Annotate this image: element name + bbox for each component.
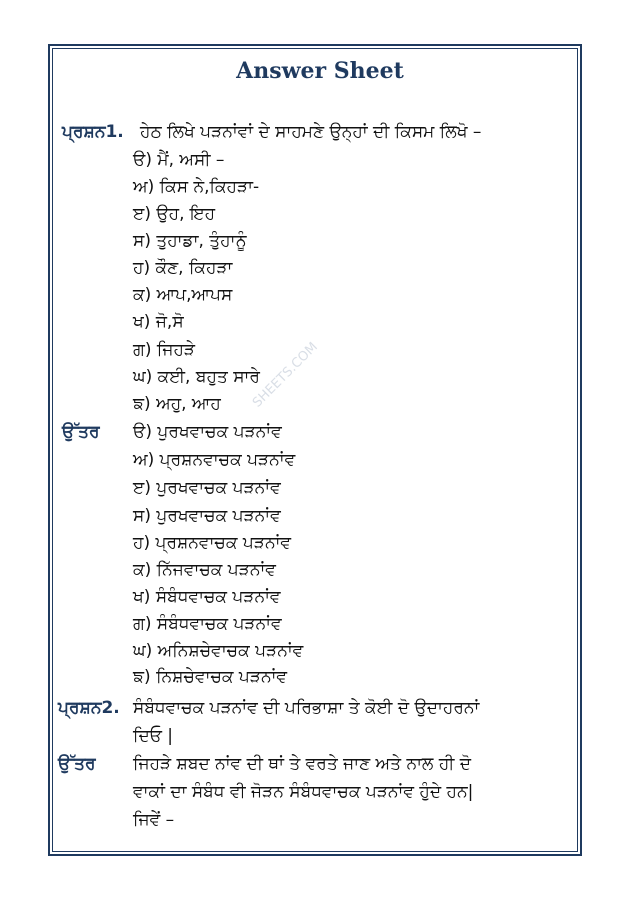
question-1-item: ੳ) ਮੈਂ, ਅਸੀ – xyxy=(133,150,225,170)
answer-2-label: ਉੱਤਰ xyxy=(58,754,96,774)
page-title: Answer Sheet xyxy=(236,58,404,84)
answer-1-item: ਖ) ਸੰਬੰਧਵਾਚਕ ਪੜਨਾਂਵ xyxy=(133,587,281,607)
question-2-text-line1: ਸੰਬੰਧਵਾਚਕ ਪੜਨਾਂਵ ਦੀ ਪਰਿਭਾਸ਼ਾ ਤੇ ਕੋਈ ਦੋ ਉਦਾਹਰਨਾਂ xyxy=(133,698,480,718)
answer-1-item: ਅ) ਪ੍ਰਸ਼ਨਵਾਚਕ ਪੜਨਾਂਵ xyxy=(133,450,296,470)
answer-1-label: ਉੱਤਰ xyxy=(62,422,100,442)
question-1-item: ਖ) ਜੋ,ਸੋ xyxy=(133,312,184,332)
question-1-item: ੲ) ਉਹ, ਇਹ xyxy=(133,204,216,224)
answer-2-text-line3: ਜਿਵੇਂ – xyxy=(133,810,175,830)
watermark: SHEETS.COM xyxy=(250,339,321,411)
answer-2-text-line2: ਵਾਕਾਂ ਦਾ ਸੰਬੰਧ ਵੀ ਜੋੜਨ ਸੰਬੰਧਵਾਚਕ ਪੜਨਾਂਵ ਹੁੰਦੇ ਹਨ| xyxy=(133,782,474,802)
page-border-inner xyxy=(52,48,578,852)
answer-1-item: ਘ) ਅਨਿਸ਼ਚੇਵਾਚਕ ਪੜਨਾਂਵ xyxy=(133,641,304,661)
question-1-item: ਕ) ਆਪ,ਆਪਸ xyxy=(133,285,233,305)
question-1-item: ਘ) ਕਈ, ਬਹੁਤ ਸਾਰੇ xyxy=(133,367,260,387)
answer-1-item: ੲ) ਪੁਰਖਵਾਚਕ ਪੜਨਾਂਵ xyxy=(133,478,281,498)
question-2-text-line2: ਦਿਓ | xyxy=(133,726,174,746)
question-2-label: ਪ੍ਰਸ਼ਨ2. xyxy=(58,698,120,718)
answer-1-item: ਹ) ਪ੍ਰਸ਼ਨਵਾਚਕ ਪੜਨਾਂਵ xyxy=(133,533,292,553)
answer-1-item: ਸ) ਪੁਰਖਵਾਚਕ ਪੜਨਾਂਵ xyxy=(133,506,281,526)
answer-1-item: ੳ) ਪੁਰਖਵਾਚਕ ਪੜਨਾਂਵ xyxy=(133,422,282,442)
answer-1-item: ਕ) ਨਿੱਜਵਾਚਕ ਪੜਨਾਂਵ xyxy=(133,560,276,580)
answer-2-text-line1: ਜਿਹੜੇ ਸ਼ਬਦ ਨਾਂਵ ਦੀ ਥਾਂ ਤੇ ਵਰਤੇ ਜਾਣ ਅਤੇ ਨਾਲ ਹੀ ਦੋ xyxy=(133,754,472,774)
question-1-item: ਹ) ਕੌਣ, ਕਿਹੜਾ xyxy=(133,258,233,278)
question-1-item: ਸ) ਤੁਹਾਡਾ, ਤੁੰਹਾਨੂੰ xyxy=(133,231,247,251)
answer-1-item: ਙ) ਨਿਸ਼ਚੇਵਾਚਕ ਪੜਨਾਂਵ xyxy=(133,667,288,687)
question-1-item: ਙ) ਅਹੁ, ਆਹ xyxy=(133,394,221,414)
question-1-item: ਗ) ਜਿਹੜੇ xyxy=(133,340,195,360)
question-1-label: ਪ੍ਰਸ਼ਨ1. xyxy=(62,122,124,142)
question-1-item: ਅ) ਕਿਸ ਨੇ,ਕਿਹੜਾ- xyxy=(133,177,260,197)
question-1-text: ਹੇਠ ਲਿਖੇ ਪੜਨਾਂਵਾਂ ਦੇ ਸਾਹਮਣੇ ਉਨ੍ਹਾਂ ਦੀ ਕਿਸਮ ਲਿਖੋ – xyxy=(140,122,482,142)
answer-1-item: ਗ) ਸੰਬੰਧਵਾਚਕ ਪੜਨਾਂਵ xyxy=(133,614,282,634)
